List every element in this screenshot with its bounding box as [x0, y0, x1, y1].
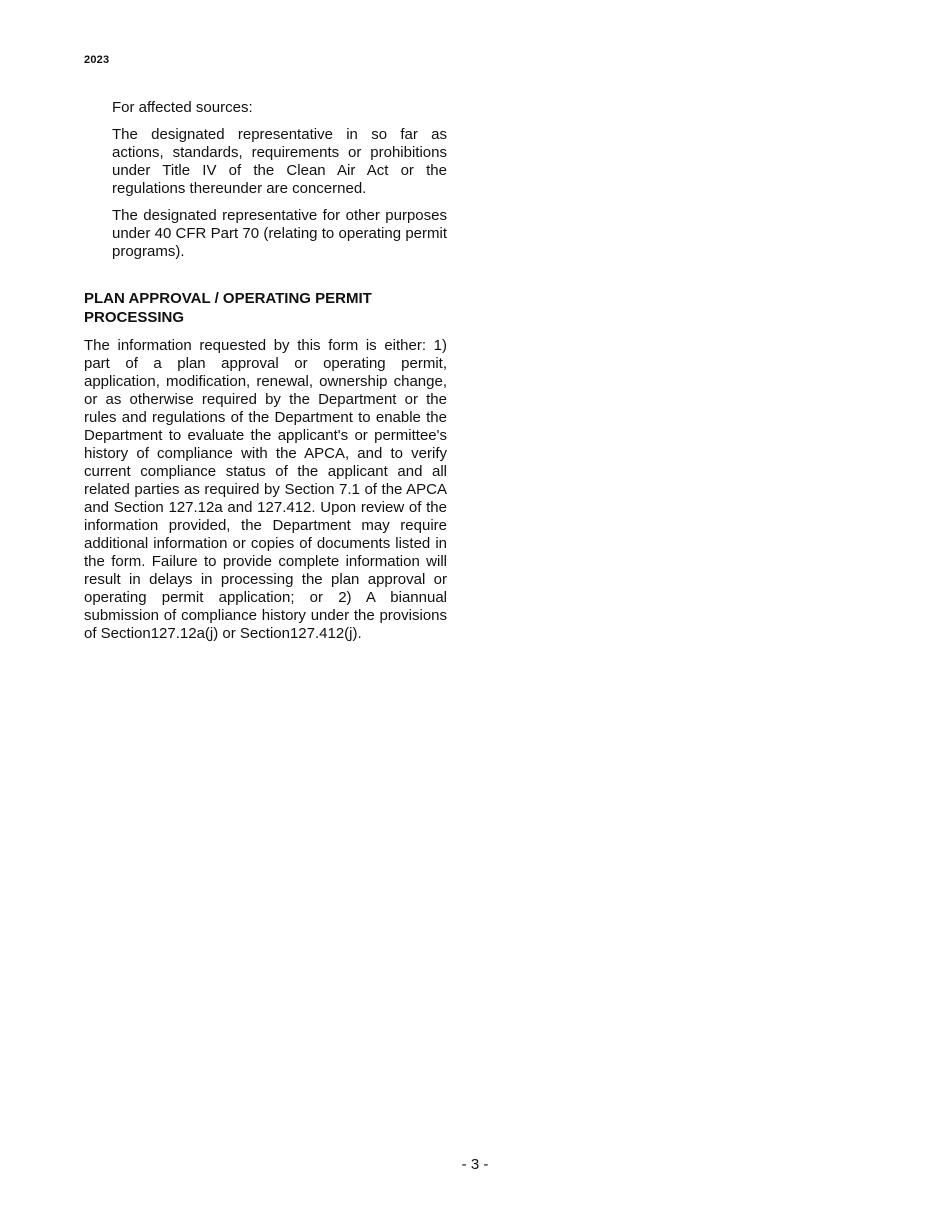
section-heading-line-2: PROCESSING: [84, 309, 185, 326]
section-heading: [84, 289, 447, 327]
document-year: 2023: [84, 54, 110, 66]
page-number: - 3 -: [461, 1156, 489, 1173]
affected-sources-intro: For affected sources:: [112, 99, 253, 116]
section-heading-line-1: PLAN APPROVAL / OPERATING PERMIT: [84, 290, 372, 307]
part-70-paragraph: The designated representative for other purposes under 40 CFR Part 70 (relating to operating permit programs).: [112, 207, 447, 260]
text-column: [84, 99, 447, 643]
section-body-paragraph: The information requested by this form is either: 1) part of a plan approval or operating permit, application, modification, renewal, ownership change, or as otherwise required by the Department or the rules and regulations of the Department to enable the Department to evaluate the applicant's or permittee's history of compliance with the APCA, and to verify current compliance status of the applicant and all related parties as required by Section 7.1 of the APCA and Section 127.12a and 127.412. Upon review of the information provided, the Department may require additional information or copies of documents listed in the form. Failure to provide complete information will result in delays in processing the plan approval or operating permit application; or 2) A biannual submission of compliance history under the provisions of Section127.12a(j) or Section127.412(j).: [84, 337, 447, 642]
affected-sources-block: [112, 99, 447, 261]
title-iv-paragraph: The designated representative in so far as actions, standards, requirements or prohibitions under Title IV of the Clean Air Act or the regulations thereunder are concerned.: [112, 126, 447, 197]
